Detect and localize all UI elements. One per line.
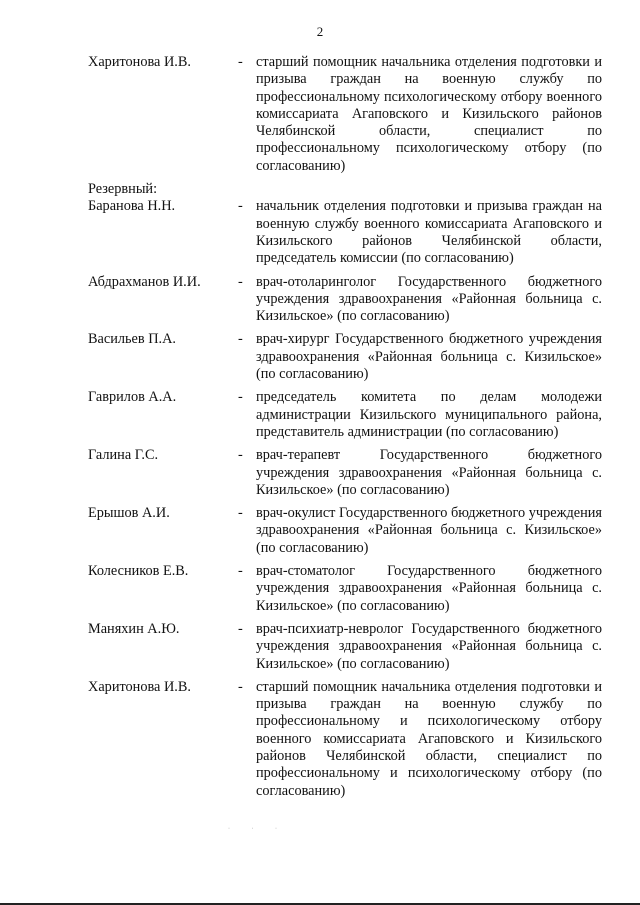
scan-specks: · · · (228, 826, 287, 832)
member-description: врач-терапевт Государственного бюджетного учреждения здравоохранения «Районная больница с. Кизильское» (по согласованию) (256, 447, 602, 498)
member-description: председатель комитета по делам молодежи администрации Кизильского муниципального района, представитель администрации (по согласованию) (256, 389, 602, 440)
member-description: врач-отоларинголог Государственного бюджетного учреждения здравоохранения «Районная больница с. Кизильское» (по согласованию) (256, 273, 602, 325)
commission-list (88, 54, 602, 806)
member-dash: - (238, 198, 243, 215)
member-name: Маняхин А.Ю. (88, 620, 180, 637)
member-description: врач-психиатр-невролог Государственного бюджетного учреждения здравоохранения «Районная больница с. Кизильское» (по согласованию) (256, 620, 602, 672)
reserve-member-entry (88, 447, 602, 499)
member-dash: - (238, 678, 243, 695)
reserve-member-entry (88, 198, 602, 267)
member-description: начальник отделения подготовки и призыва граждан на военную службу военного комиссариата Агаповского и Кизильского районов Челябинской области, председатель комиссии (по согласованию) (256, 198, 602, 267)
reserve-member-entry (88, 679, 602, 800)
member-dash: - (238, 54, 243, 70)
member-name: Харитонова И.В. (88, 54, 191, 70)
member-name: Гаврилов А.А. (88, 389, 177, 406)
member-name: Баранова Н.Н. (88, 198, 176, 215)
member-name: Колесников Е.В. (88, 563, 189, 580)
reserve-section-label: Резервный: (88, 181, 158, 198)
member-name: Васильев П.А. (88, 331, 177, 348)
member-dash: - (238, 331, 243, 348)
reserve-member-entry (88, 274, 602, 326)
member-description: врач-окулист Государственного бюджетного учреждения здравоохранения «Районная больница с. Кизильское» (по согласованию) (256, 505, 602, 556)
member-entry (88, 54, 602, 175)
member-description: старший помощник начальника отделения подготовки и призыва граждан на военную службу по профессиональному психологическому отбору военного комиссариата Агаповского и Кизильского районов Челябинской области, специалист по профессиональному психологическому отбору (по согласованию) (256, 54, 602, 174)
member-description: врач-стоматолог Государственного бюджетного учреждения здравоохранения «Районная больница с. Кизильское» (по согласованию) (256, 563, 602, 614)
reserve-member-entry (88, 505, 602, 557)
reserve-member-entry (88, 331, 602, 383)
member-dash: - (238, 273, 243, 290)
reserve-member-entry (88, 389, 602, 441)
member-name: Харитонова И.В. (88, 678, 191, 695)
member-dash: - (238, 620, 243, 637)
member-description: врач-хирург Государственного бюджетного учреждения здравоохранения «Районная больница с. Кизильское» (по согласованию) (256, 331, 602, 383)
member-dash: - (238, 447, 243, 464)
member-name: Ерышов А.И. (88, 505, 170, 522)
member-description: старший помощник начальника отделения подготовки и призыва граждан на военную службу по профессиональному и психологическому отбору военного комиссариата Агаповского и Кизильского районов Челябинской области, специалист по профессиональному и психологическому отбору (по согласованию) (256, 678, 602, 799)
page-number: 2 (316, 24, 324, 39)
reserve-member-entry (88, 563, 602, 615)
member-dash: - (238, 505, 243, 522)
reserve-member-entry (88, 621, 602, 673)
member-name: Абдрахманов И.И. (88, 273, 201, 290)
member-name: Галина Г.С. (88, 447, 159, 464)
member-dash: - (238, 389, 243, 406)
member-dash: - (238, 563, 243, 580)
